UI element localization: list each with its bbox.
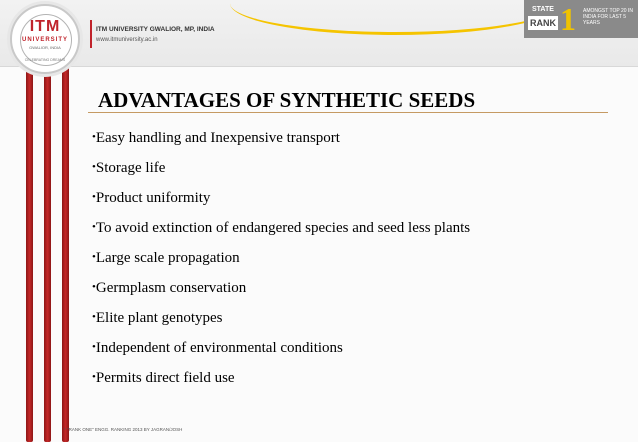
logo-text: ITM: [29, 18, 61, 35]
bullet-icon: •: [92, 161, 96, 173]
list-item: [92, 130, 470, 160]
bullet-icon: •: [92, 131, 96, 143]
red-pillars: [22, 60, 74, 442]
header-divider: [90, 20, 92, 48]
list-item: [92, 190, 470, 220]
pillar: [62, 60, 69, 442]
pillar: [26, 60, 33, 442]
rank-description: AMONGST TOP 20 IN INDIA FOR LAST 5 YEARS: [583, 8, 633, 26]
bullet-text: To avoid extinction of endangered species and seed less plants: [95, 220, 471, 236]
bullet-text: Product uniformity: [95, 190, 211, 206]
bullet-list: [92, 130, 470, 400]
bullet-text: Permits direct field use: [95, 370, 235, 386]
bullet-text: Elite plant genotypes: [95, 310, 223, 326]
bullet-icon: •: [92, 341, 96, 353]
list-item: [92, 250, 470, 280]
bullet-text: Easy handling and Inexpensive transport: [95, 130, 340, 146]
logo-city: GWALIOR, INDIA: [29, 45, 61, 50]
bullet-text: Storage life: [95, 160, 166, 176]
list-item: [92, 340, 470, 370]
bullet-icon: •: [92, 251, 96, 263]
bullet-text: Independent of environmental conditions: [95, 340, 343, 356]
list-item: [92, 310, 470, 340]
bullet-icon: •: [92, 281, 96, 293]
bullet-text: Germplasm conservation: [95, 280, 247, 296]
slide-title: ADVANTAGES OF SYNTHETIC SEEDS: [98, 88, 476, 112]
logo-ring-text: CELEBRATING DREAMS: [24, 58, 66, 62]
bullet-icon: •: [92, 371, 96, 383]
university-name: ITM UNIVERSITY GWALIOR, MP, INDIA: [96, 26, 215, 33]
title-rule: [88, 112, 608, 113]
list-item: [92, 160, 470, 190]
university-logo: [10, 4, 80, 74]
list-item: [92, 370, 470, 400]
rank-state: STATE: [532, 6, 554, 13]
rank-label: RANK: [530, 18, 556, 28]
bullet-text: Large scale propagation: [95, 250, 240, 266]
bullet-icon: •: [92, 191, 96, 203]
bullet-icon: •: [92, 311, 96, 323]
rank-number: 1: [560, 1, 576, 37]
bullet-icon: •: [92, 221, 96, 233]
pillar: [44, 60, 51, 442]
university-website: www.itmuniversity.ac.in: [96, 37, 158, 43]
list-item: [92, 220, 470, 250]
list-item: [92, 280, 470, 310]
footer-note: * "RANK ONE" ENGG. RANKING 2013 BY JAGRAN/JOSH: [64, 427, 183, 432]
logo-subtext: UNIVERSITY: [21, 37, 68, 43]
